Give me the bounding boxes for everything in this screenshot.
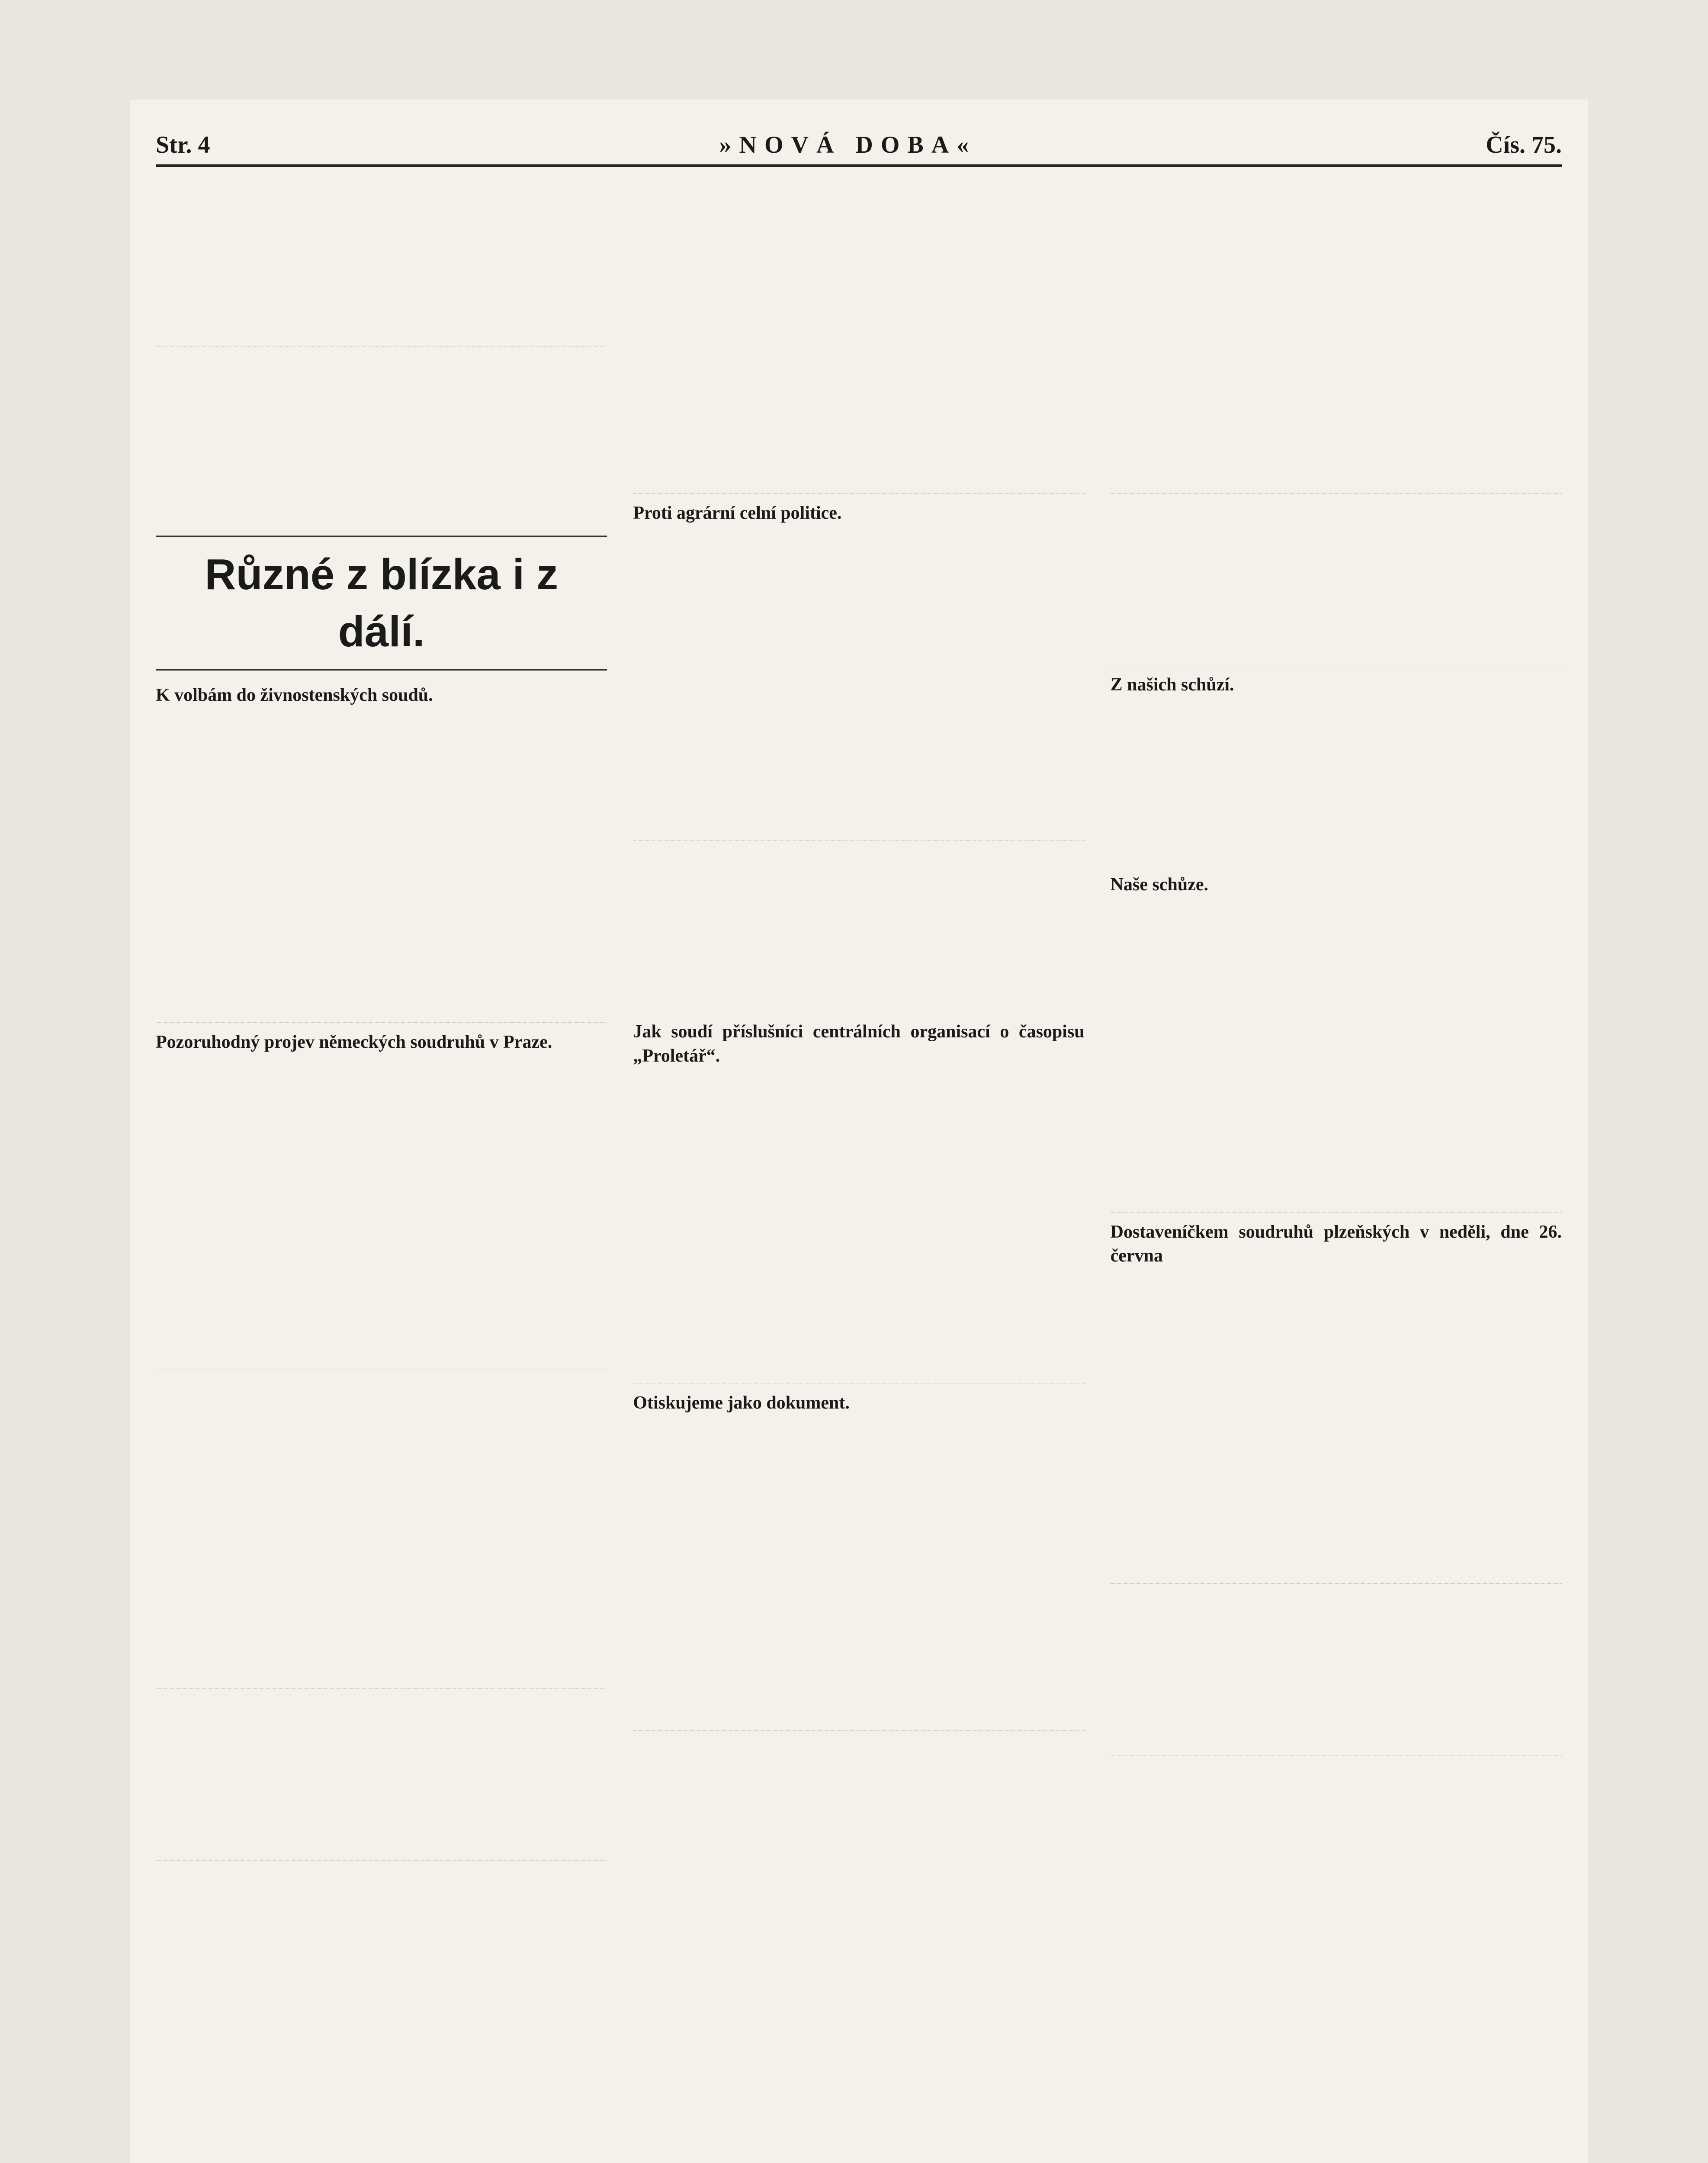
article-columns	[156, 182, 1562, 2163]
page-label: Str. 4	[156, 132, 210, 158]
newspaper-page	[130, 99, 1588, 2163]
article-heading: K volbám do živnostenských soudů.	[156, 685, 433, 705]
article-heading: Naše schůze.	[1110, 875, 1208, 895]
paragraph	[156, 1696, 607, 1861]
article-heading: Dostaveníčkem soudruhů plzeňských v neděli, dne 26. června	[1110, 1222, 1562, 1266]
newspaper-title: »NOVÁ DOBA«	[719, 132, 977, 158]
article-heading: Jak soudí příslušníci centrálních organisací o časopisu „Proletář“.	[633, 1022, 1085, 1066]
column-3	[1111, 182, 1562, 2163]
article-heading: Pozoruhodný projev německých soudruhů v Praze.	[156, 1032, 552, 1053]
paragraph	[156, 353, 607, 518]
article-heading: Z našich schůzí.	[1110, 675, 1234, 695]
paragraph	[1111, 1591, 1562, 1755]
paragraph	[1111, 901, 1562, 1213]
paragraph	[156, 182, 607, 347]
paragraph	[156, 1377, 607, 1689]
column-2	[633, 182, 1084, 2163]
paragraph	[633, 1419, 1084, 1731]
article-heading: Proti agrární celní politice.	[633, 503, 842, 523]
masthead	[156, 125, 1562, 167]
paragraph	[1111, 1272, 1562, 1584]
paragraph	[1111, 700, 1562, 865]
paragraph	[156, 1058, 607, 1370]
paragraph	[1111, 182, 1562, 494]
column-1	[156, 182, 607, 2163]
article-heading: Otiskujeme jako dokument.	[633, 1393, 850, 1413]
section-title: Různé z blízka i z dálí.	[156, 536, 607, 671]
paragraph	[1111, 501, 1562, 665]
paragraph	[156, 711, 607, 1023]
paragraph	[633, 847, 1084, 1012]
paragraph	[633, 529, 1084, 841]
paragraph	[633, 1072, 1084, 1383]
issue-number: Čís. 75.	[1486, 132, 1562, 158]
paragraph	[633, 182, 1084, 494]
